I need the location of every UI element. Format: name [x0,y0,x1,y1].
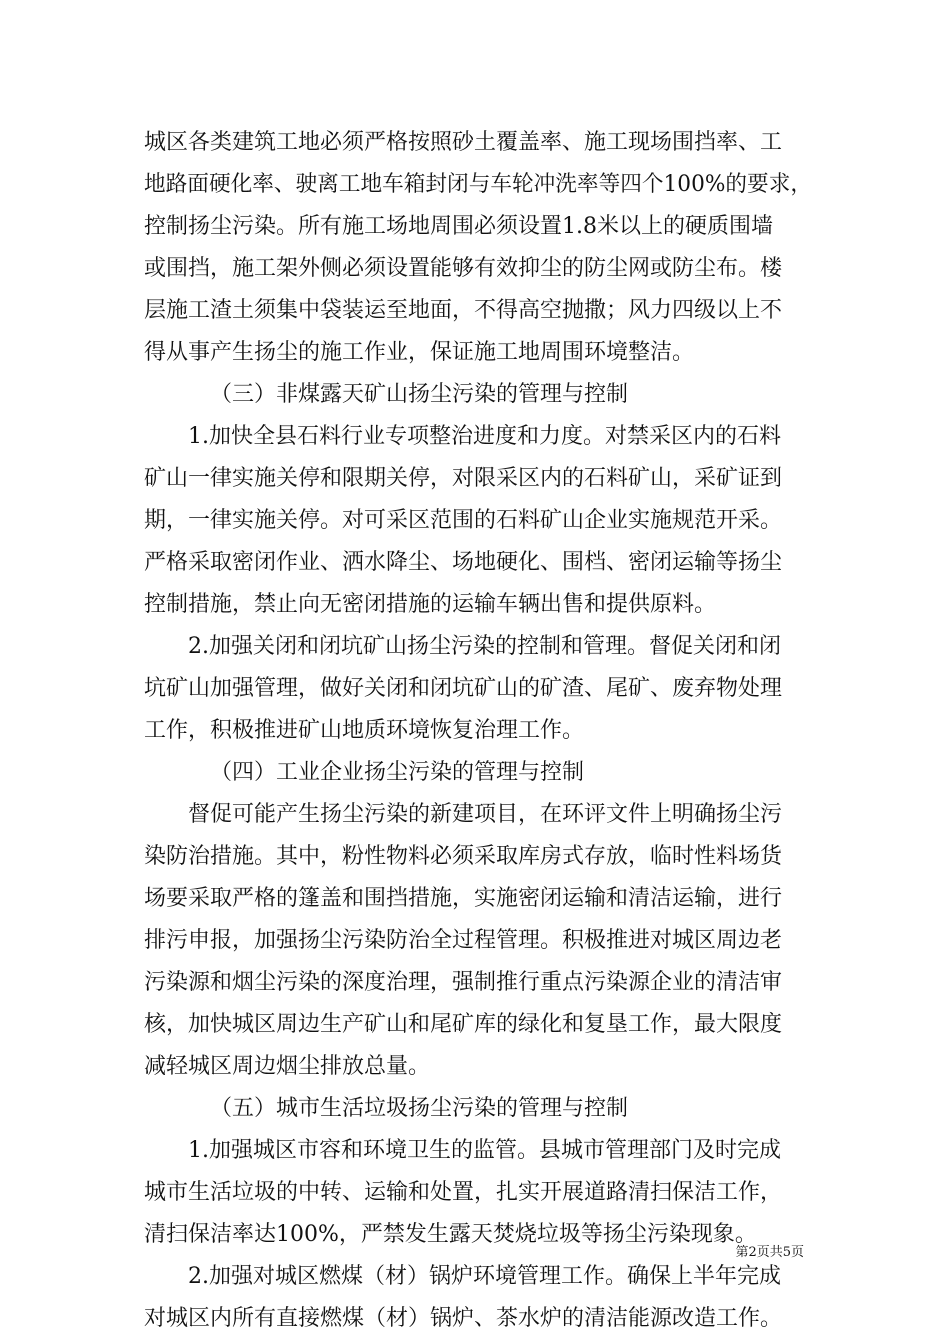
text-line: 减轻城区周边烟尘排放总量。 [144,1054,431,1079]
section-heading: （五）城市生活垃圾扬尘污染的管理与控制 [210,1096,629,1121]
text-line: 矿山一律实施关停和限期关停，对限采区内的石料矿山，采矿证到 [144,466,783,491]
text-line: 染防治措施。其中，粉性物料必须采取库房式存放，临时性料场货 [144,844,783,869]
text-line: 或围挡，施工架外侧必须设置能够有效抑尘的防尘网或防尘布。楼 [144,256,783,281]
text-line: 得从事产生扬尘的施工作业，保证施工地周围环境整洁。 [144,340,695,365]
text-line: 对城区内所有直接燃煤（材）锅炉、茶水炉的清洁能源改造工作。 [144,1306,783,1331]
text-line: 污染源和烟尘污染的深度治理，强制推行重点污染源企业的清洁审 [144,970,783,995]
text-line: 层施工渣土须集中袋装运至地面，不得高空抛撒；风力四级以上不 [144,298,783,323]
text-line: 地路面硬化率、驶离工地车箱封闭与车轮冲洗率等四个100%的要求， [144,172,812,197]
text-line: 严格采取密闭作业、洒水降尘、场地硬化、围档、密闭运输等扬尘 [144,550,783,575]
text-line: 城区各类建筑工地必须严格按照砂土覆盖率、施工现场围挡率、工 [144,130,783,155]
section-heading: （四）工业企业扬尘污染的管理与控制 [210,760,585,785]
text-line: 场要采取严格的篷盖和围挡措施，实施密闭运输和清洁运输，进行 [144,886,783,911]
section-heading: （三）非煤露天矿山扬尘污染的管理与控制 [210,382,629,407]
text-line: 控制措施，禁止向无密闭措施的运输车辆出售和提供原料。 [144,592,717,617]
text-line: 工作，积极推进矿山地质环境恢复治理工作。 [144,718,585,743]
text-line: 督促可能产生扬尘污染的新建项目，在环评文件上明确扬尘污 [188,802,783,827]
text-line: 控制扬尘污染。所有施工场地周围必须设置1.8米以上的硬质围墙 [144,214,773,239]
text-line: 城市生活垃圾的中转、运输和处置，扎实开展道路清扫保洁工作， [144,1180,783,1205]
text-line: 清扫保洁率达100%，严禁发生露天焚烧垃圾等扬尘污染现象。 [144,1222,757,1247]
text-line: 期，一律实施关停。对可采区范围的石料矿山企业实施规范开采。 [144,508,783,533]
text-line: 2.加强对城区燃煤（材）锅炉环境管理工作。确保上半年完成 [188,1264,781,1289]
document-body [144,122,812,1340]
text-line: 1.加强城区市容和环境卫生的监管。县城市管理部门及时完成 [188,1138,781,1163]
text-line: 2.加强关闭和闭坑矿山扬尘污染的控制和管理。督促关闭和闭 [188,634,781,659]
text-line: 1.加快全县石料行业专项整治进度和力度。对禁采区内的石料 [188,424,781,449]
page-number-footer: 第2页共5页 [735,1245,804,1260]
text-line: 排污申报，加强扬尘污染防治全过程管理。积极推进对城区周边老 [144,928,783,953]
text-line: 坑矿山加强管理，做好关闭和闭坑矿山的矿渣、尾矿、废弃物处理 [144,676,783,701]
text-line: 核，加快城区周边生产矿山和尾矿库的绿化和复垦工作，最大限度 [144,1012,783,1037]
